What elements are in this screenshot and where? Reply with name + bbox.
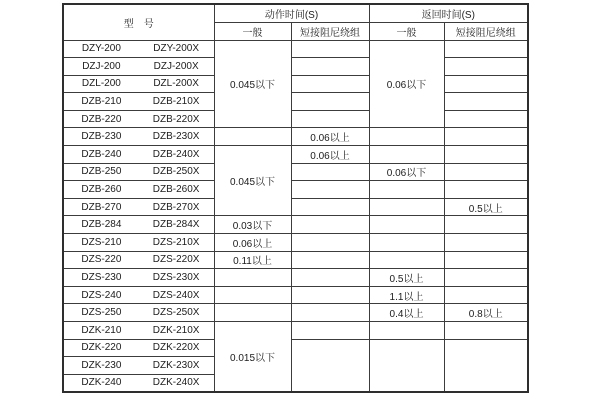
model-name: DZS-230: [81, 272, 122, 284]
model-name: DZL-200X: [153, 78, 199, 90]
cell-return-general: [369, 128, 444, 146]
model-name: DZK-240: [81, 377, 122, 389]
cell-action-damping: [291, 234, 369, 252]
cell-action-damping: [291, 75, 369, 93]
cell-action-damping: [291, 339, 369, 392]
cell-action-damping: [291, 110, 369, 128]
cell-return-general: [369, 339, 444, 392]
table-row: [63, 163, 528, 181]
cell-return-general: [369, 181, 444, 199]
cell-action-damping: [291, 40, 369, 58]
cell-action-general: 0.03以下: [214, 216, 291, 234]
model-name: DZS-220X: [152, 254, 200, 266]
model-name: DZB-270X: [152, 201, 200, 213]
header-return-general: 一般: [369, 22, 444, 40]
cell-model-pair: [63, 286, 214, 304]
cell-action-damping: [291, 198, 369, 216]
cell-model-pair: [63, 216, 214, 234]
cell-return-damping: [444, 286, 528, 304]
cell-model-pair: [63, 58, 214, 76]
cell-return-damping: [444, 75, 528, 93]
table-row: [63, 58, 528, 76]
model-name: DZS-240: [81, 289, 122, 301]
model-name: DZB-260X: [152, 184, 200, 196]
table-row: [63, 216, 528, 234]
model-name: DZS-220: [81, 254, 122, 266]
cell-action-general: [214, 128, 291, 146]
header-action-general: 一般: [214, 22, 291, 40]
model-name: DZS-250X: [152, 307, 200, 319]
cell-return-damping: [444, 110, 528, 128]
cell-return-damping: [444, 251, 528, 269]
cell-return-damping: [444, 58, 528, 76]
cell-model-pair: [63, 269, 214, 287]
cell-return-general: [369, 216, 444, 234]
cell-action-general: 0.06以上: [214, 234, 291, 252]
cell-action-damping: [291, 216, 369, 234]
cell-action-damping: [291, 304, 369, 322]
table-row: [63, 110, 528, 128]
cell-action-damping: 0.06以上: [291, 146, 369, 164]
cell-model-pair: [63, 304, 214, 322]
table-row: [63, 322, 528, 340]
cell-action-general: [214, 304, 291, 322]
relay-timing-table: [62, 3, 529, 393]
cell-action-damping: [291, 269, 369, 287]
model-name: DZS-210: [81, 236, 122, 248]
model-name: DZS-250: [81, 307, 122, 319]
cell-return-damping: 0.8以上: [444, 304, 528, 322]
model-name: DZJ-200X: [153, 60, 199, 72]
model-name: DZK-210: [81, 324, 122, 336]
table-row: [63, 181, 528, 199]
cell-model-pair: [63, 322, 214, 340]
table-row: [63, 75, 528, 93]
cell-return-damping: 0.5以上: [444, 198, 528, 216]
cell-action-damping: [291, 58, 369, 76]
cell-return-general: 0.06以下: [369, 163, 444, 181]
header-model: 型 号: [63, 4, 214, 40]
table-row: [63, 93, 528, 111]
cell-action-damping: 0.06以上: [291, 128, 369, 146]
cell-action-damping: [291, 163, 369, 181]
cell-return-general: [369, 234, 444, 252]
model-name: DZY-200: [81, 43, 121, 55]
model-name: DZK-230X: [152, 359, 200, 371]
cell-return-damping: [444, 339, 528, 392]
cell-return-damping: [444, 146, 528, 164]
model-name: DZK-240X: [152, 377, 200, 389]
table-row: [63, 40, 528, 58]
cell-return-damping: [444, 93, 528, 111]
cell-model-pair: [63, 163, 214, 181]
cell-return-general: [369, 146, 444, 164]
model-name: DZY-200X: [153, 43, 200, 55]
header-return-damping: 短接阻尼绕组: [444, 22, 528, 40]
cell-action-general: 0.045以下: [214, 146, 291, 216]
model-name: DZB-240: [81, 148, 122, 160]
header-return-time: 返回时间(S): [369, 4, 528, 22]
cell-return-general: [369, 322, 444, 340]
cell-model-pair: [63, 75, 214, 93]
cell-model-pair: [63, 357, 214, 375]
cell-action-damping: [291, 286, 369, 304]
cell-return-damping: [444, 40, 528, 58]
cell-return-damping: [444, 269, 528, 287]
cell-return-general: [369, 251, 444, 269]
cell-model-pair: [63, 234, 214, 252]
model-name: DZB-240X: [152, 148, 200, 160]
cell-action-damping: [291, 181, 369, 199]
table-row: [63, 128, 528, 146]
table-row: [63, 146, 528, 164]
cell-model-pair: [63, 40, 214, 58]
table-row: [63, 198, 528, 216]
model-name: DZB-270: [81, 201, 122, 213]
model-name: DZS-230X: [152, 272, 200, 284]
cell-model-pair: [63, 251, 214, 269]
model-name: DZB-210X: [152, 96, 200, 108]
cell-action-general: 0.015以下: [214, 322, 291, 392]
cell-return-general: 0.06以下: [369, 40, 444, 128]
cell-model-pair: [63, 198, 214, 216]
model-name: DZB-220: [81, 113, 122, 125]
model-name: DZS-210X: [152, 236, 200, 248]
cell-return-damping: [444, 181, 528, 199]
cell-action-damping: [291, 93, 369, 111]
table-row: [63, 304, 528, 322]
model-name: DZK-220: [81, 342, 122, 354]
model-name: DZB-250: [81, 166, 122, 178]
cell-return-damping: [444, 163, 528, 181]
cell-action-damping: [291, 251, 369, 269]
model-name: DZJ-200: [82, 60, 121, 72]
table-row: [63, 234, 528, 252]
cell-action-general: 0.11以上: [214, 251, 291, 269]
table-row: [63, 339, 528, 357]
model-name: DZB-220X: [152, 113, 200, 125]
model-name: DZB-230: [81, 131, 122, 143]
model-name: DZS-240X: [152, 289, 200, 301]
header-action-time: 动作时间(S): [214, 4, 369, 22]
cell-return-damping: [444, 234, 528, 252]
cell-model-pair: [63, 110, 214, 128]
model-name: DZK-210X: [152, 324, 200, 336]
cell-action-general: [214, 286, 291, 304]
cell-return-general: 0.5以上: [369, 269, 444, 287]
model-name: DZB-210: [81, 96, 122, 108]
model-name: DZB-260: [81, 184, 122, 196]
model-name: DZK-220X: [152, 342, 200, 354]
cell-return-damping: [444, 216, 528, 234]
cell-model-pair: [63, 181, 214, 199]
cell-model-pair: [63, 146, 214, 164]
model-name: DZB-230X: [152, 131, 200, 143]
cell-return-damping: [444, 128, 528, 146]
model-name: DZL-200: [81, 78, 121, 90]
cell-model-pair: [63, 128, 214, 146]
cell-return-general: [369, 198, 444, 216]
cell-return-damping: [444, 322, 528, 340]
table-row: [63, 286, 528, 304]
table-row: [63, 269, 528, 287]
header-row-groups: [63, 4, 528, 22]
model-name: DZB-284X: [152, 219, 200, 231]
cell-model-pair: [63, 339, 214, 357]
model-name: DZB-284: [81, 219, 122, 231]
table-row: [63, 251, 528, 269]
cell-model-pair: [63, 374, 214, 392]
model-name: DZB-250X: [152, 166, 200, 178]
cell-action-general: 0.045以下: [214, 40, 291, 128]
cell-return-general: 0.4以上: [369, 304, 444, 322]
header-action-damping: 短接阻尼绕组: [291, 22, 369, 40]
cell-action-damping: [291, 322, 369, 340]
cell-model-pair: [63, 93, 214, 111]
model-name: DZK-230: [81, 359, 122, 371]
cell-action-general: [214, 269, 291, 287]
cell-return-general: 1.1以上: [369, 286, 444, 304]
